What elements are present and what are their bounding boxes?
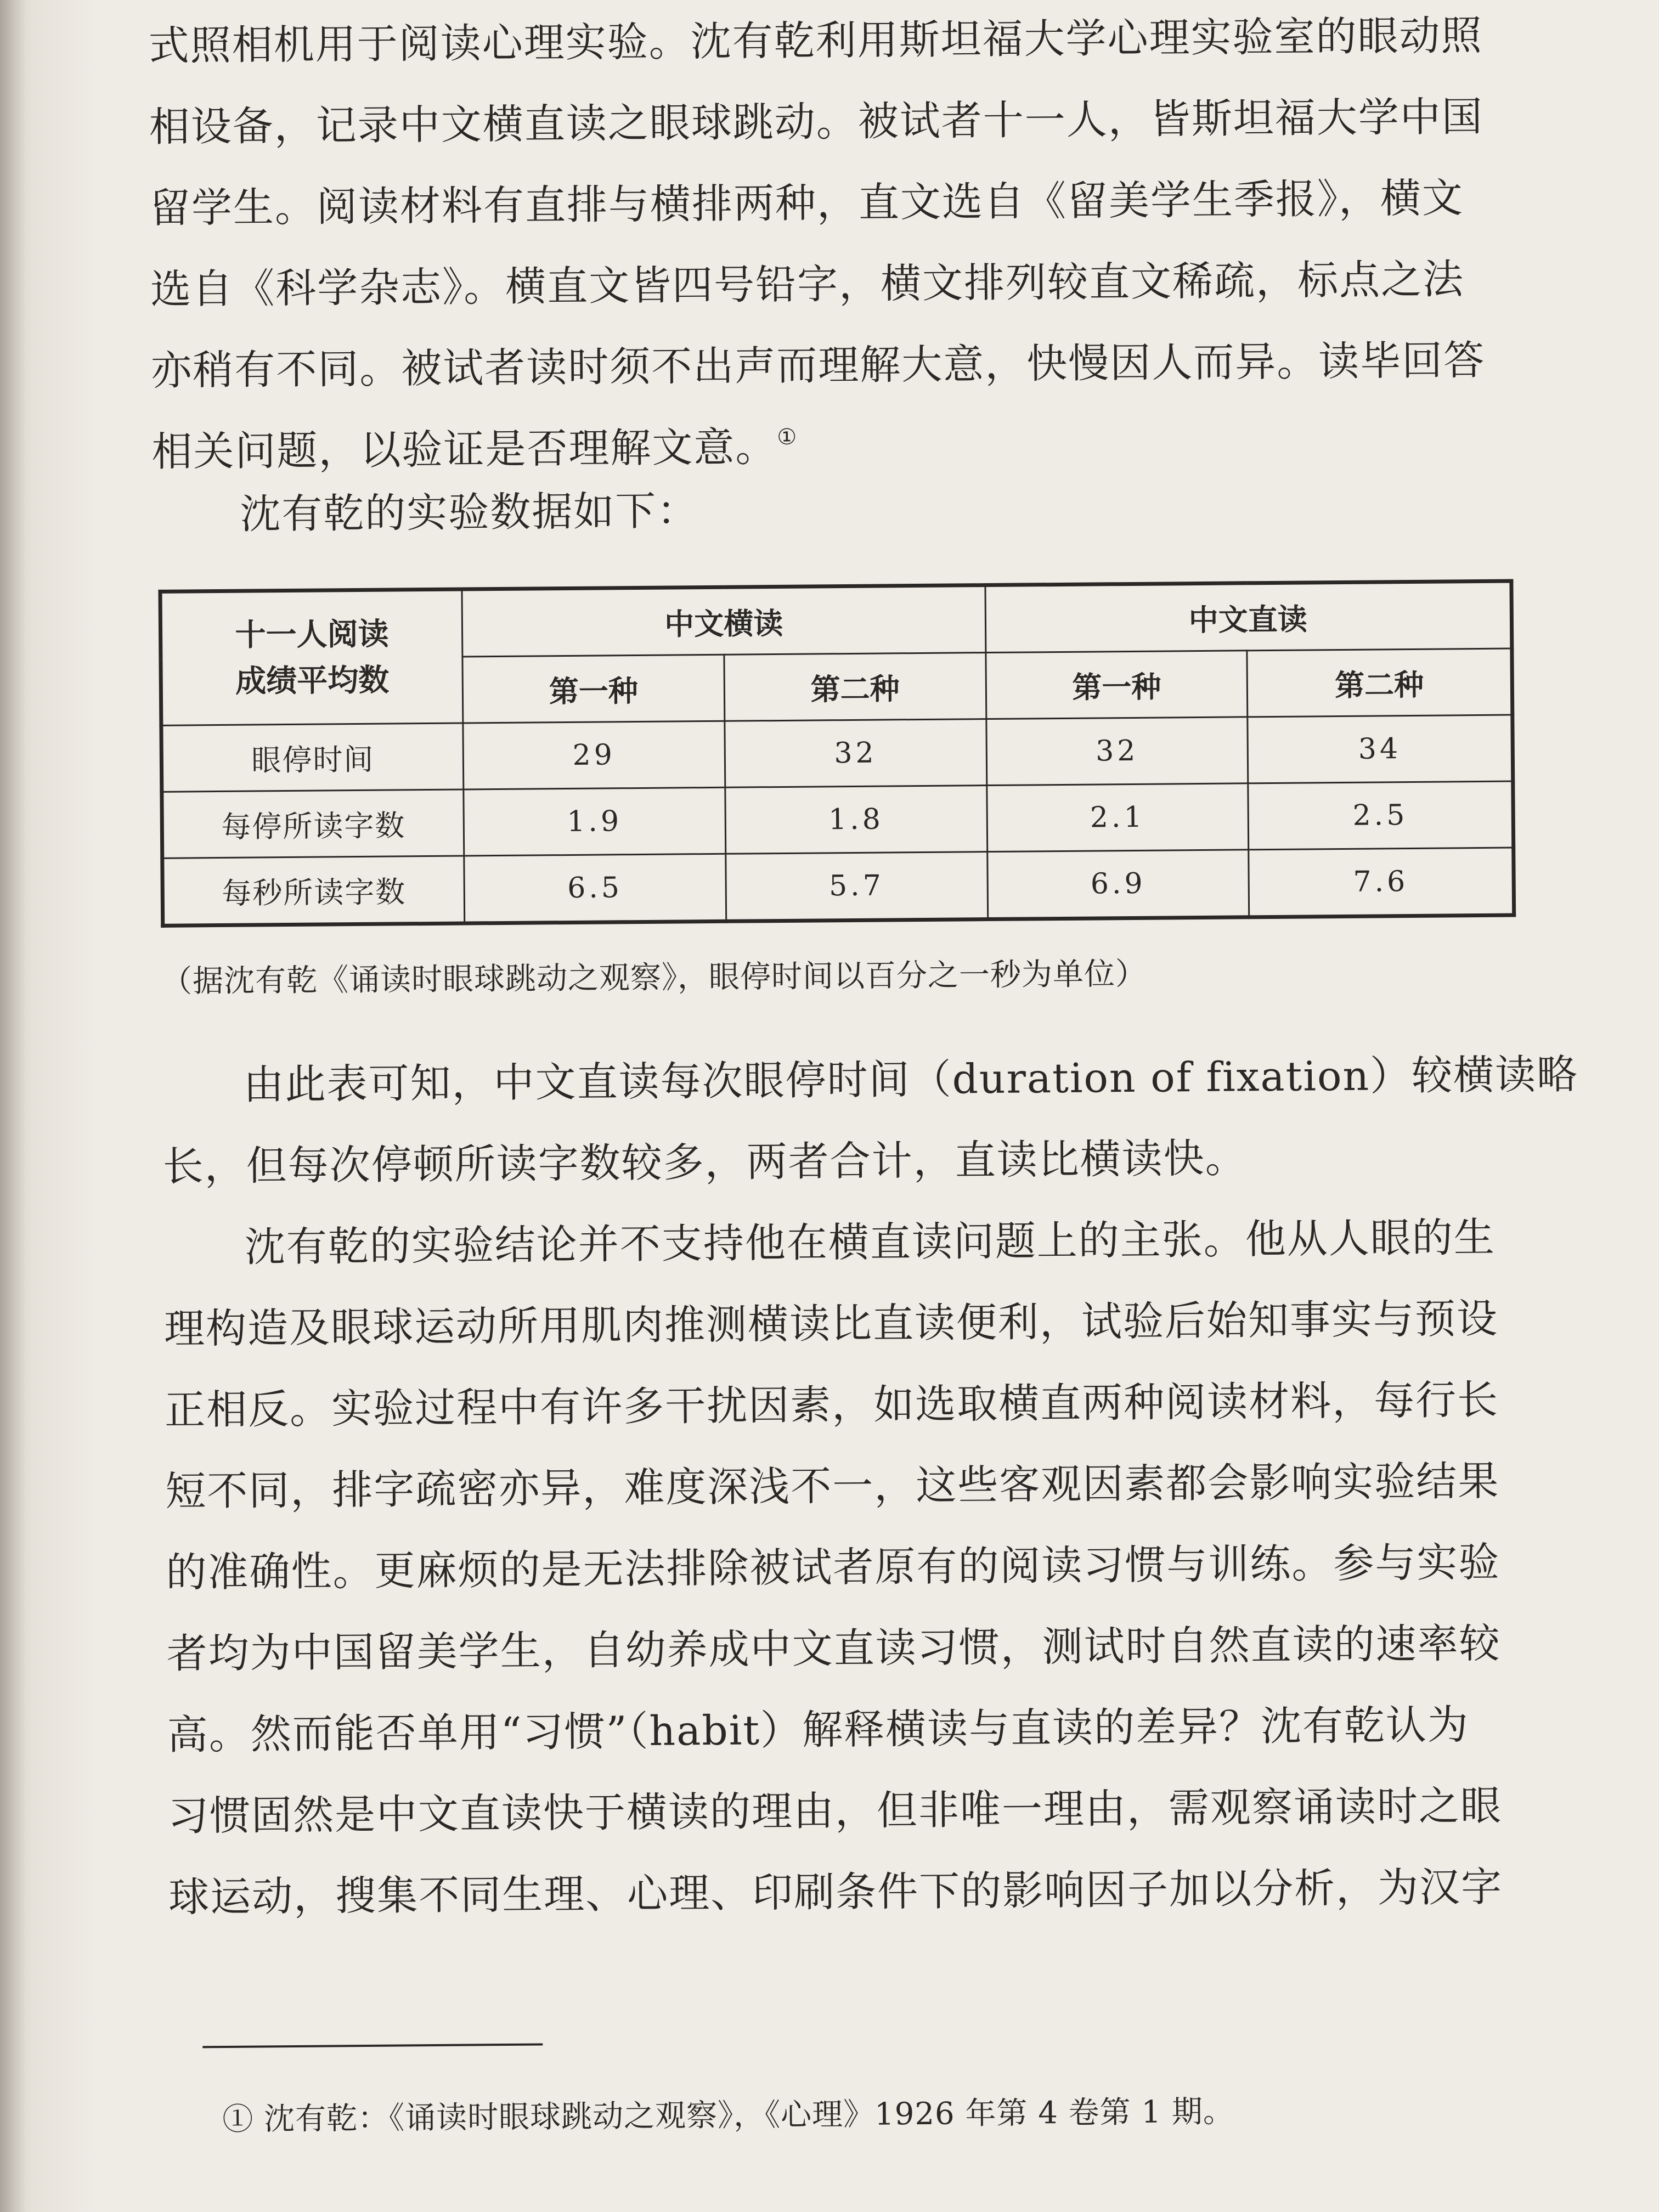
analysis-line (163, 1197, 1580, 1289)
table-cell: 32 (725, 719, 987, 788)
analysis-line: 高。然而能否单用“习惯”（habit）解释横读与直读的差异？沈有乾认为 (167, 1701, 1470, 1759)
analysis-line: 的准确性。更麻烦的是无法排除被试者原有的阅读习惯与训练。参与实验 (166, 1538, 1500, 1596)
group-header-horizontal: 中文横读 (462, 585, 986, 657)
row-label-chars-per-second: 每秒所读字数 (162, 856, 465, 926)
group-header-vertical: 中文直读 (985, 581, 1512, 653)
row-label-chars-per-fixation: 每停所读字数 (162, 789, 464, 858)
table-row (162, 848, 1514, 926)
analysis-line: 者均为中国留美学生，自幼养成中文直读习惯，测试时自然直读的速率较 (166, 1620, 1501, 1678)
intro-line: 相设备，记录中文横直读之眼球跳动。被试者十一人，皆斯坦福大学中国 (149, 93, 1484, 151)
analysis-line: 球运动，搜集不同生理、心理、印刷条件下的影响因子加以分析，为汉字 (168, 1863, 1503, 1921)
table-cell: 6.5 (464, 854, 726, 923)
table-cell: 5.7 (726, 852, 988, 922)
analysis-line: 正相反。实验过程中有许多干扰因素，如选取横直两种阅读材料，每行长 (164, 1376, 1499, 1434)
table-row (162, 781, 1514, 858)
analysis-line-text: 由此表可知，中文直读每次眼停时间（duration of fixation）较横读略 (243, 1051, 1579, 1109)
paragraph-indent (163, 1261, 245, 1262)
analysis-line (162, 1034, 1579, 1126)
experiment-data-table (158, 579, 1516, 927)
row-label-fixation-time: 眼停时间 (161, 723, 464, 792)
table-cell: 1.9 (464, 787, 726, 856)
subheader-horizontal-type1: 第一种 (462, 654, 725, 723)
intro-paragraph (148, 0, 1486, 493)
analysis-line: 理构造及眼球运动所用肌肉推测横读比直读便利，试验后始知事实与预设 (163, 1295, 1499, 1353)
subheader-vertical-type1: 第一种 (985, 651, 1248, 719)
analysis-line: 短不同，排字疏密亦异，难度深浅不一，这些客观因素都会影响实验结果 (165, 1457, 1500, 1515)
table-cell: 34 (1248, 715, 1513, 783)
subheader-horizontal-type2: 第二种 (724, 653, 986, 721)
book-page (148, 0, 1603, 2212)
intro-line-text: 相关问题，以验证是否理解文意。 (151, 424, 777, 476)
table-cell: 7.6 (1249, 848, 1514, 917)
page-edge-shadow (0, 0, 25, 2212)
table-cell: 29 (463, 721, 725, 789)
analysis-paragraphs (162, 1034, 1585, 1938)
intro-line: 亦稍有不同。被试者读时须不出声而理解大意，快慢因人而异。读毕回答 (150, 336, 1486, 394)
table-cell: 6.9 (987, 850, 1249, 919)
footnote-reference[interactable]: ① (777, 424, 798, 450)
intro-line-last (151, 401, 1486, 493)
table-caption: （据沈有乾《诵读时眼球跳动之观察》，眼停时间以百分之一秒为单位） (161, 956, 1147, 1000)
table-cell: 2.1 (986, 783, 1249, 852)
corner-header-line1: 十一人阅读 (235, 616, 389, 653)
table-cell: 1.8 (725, 786, 988, 854)
experiment-data-table-wrapper (158, 579, 1516, 927)
subheader-vertical-type2: 第二种 (1247, 648, 1513, 717)
analysis-line: 习惯固然是中文直读快于横读的理由，但非唯一理由，需观察诵读时之眼 (167, 1782, 1503, 1840)
table-cell: 32 (986, 717, 1248, 786)
corner-header-line2: 成绩平均数 (235, 662, 390, 699)
data-lead-sentence: 沈有乾的实验数据如下： (240, 487, 699, 538)
footnote-text: ① 沈有乾：《诵读时眼球跳动之观察》，《心理》1926 年第 4 卷第 1 期。 (222, 2094, 1235, 2138)
table-cell: 2.5 (1248, 781, 1514, 850)
intro-line: 选自《科学杂志》。横直文皆四号铅字，横文排列较直文稀疏，标点之法 (150, 256, 1465, 313)
intro-line: 留学生。阅读材料有直排与横排两种，直文选自《留美学生季报》，横文 (149, 174, 1464, 232)
intro-line: 式照相机用于阅读心理实验。沈有乾利用斯坦福大学心理实验室的眼动照 (148, 12, 1483, 70)
table-row (161, 715, 1513, 792)
table-corner-header (160, 589, 463, 725)
analysis-line: 长，但每次停顿所读字数较多，两者合计，直读比横读快。 (162, 1135, 1247, 1190)
analysis-line-text: 沈有乾的实验结论并不支持他在横直读问题上的主张。他从人眼的生 (244, 1214, 1496, 1271)
footnote-divider (202, 2043, 543, 2048)
